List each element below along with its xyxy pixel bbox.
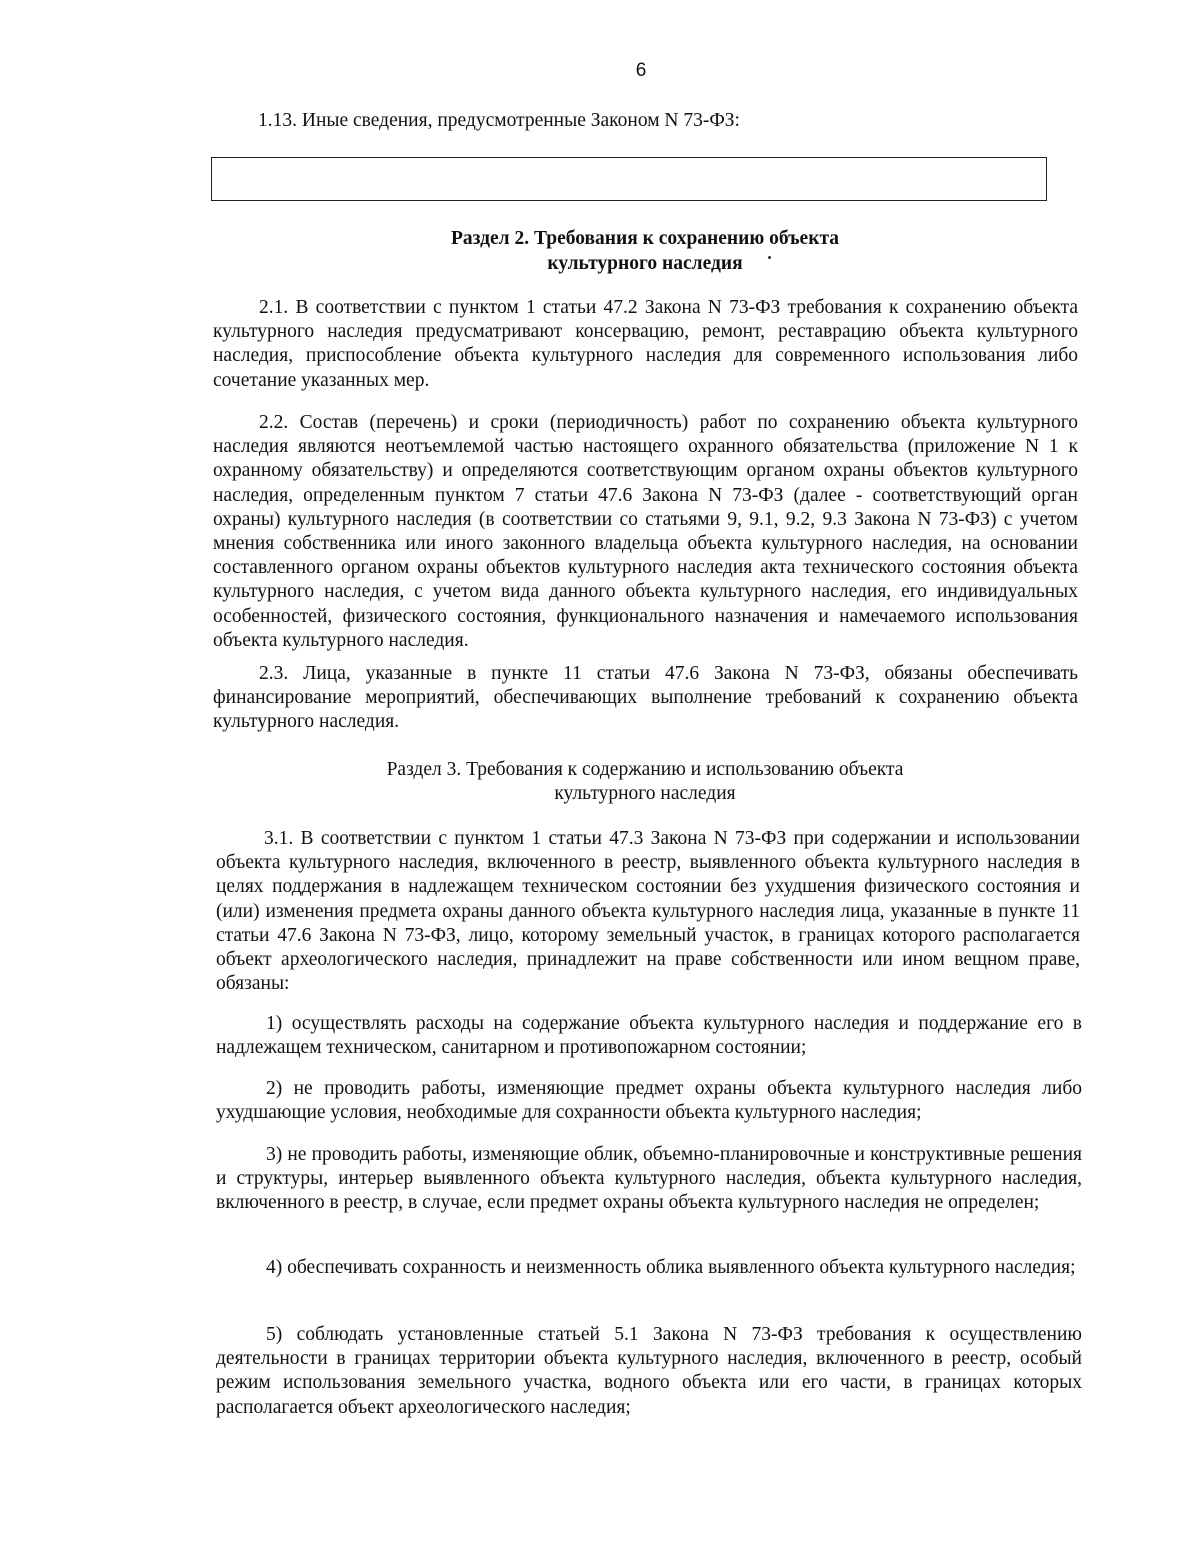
section-3-heading-line1: Раздел 3. Требования к содержанию и использованию объекта	[386, 759, 904, 780]
list-item-4: 4) обеспечивать сохранность и неизменность облика выявленного объекта культурного наследия;	[266, 1257, 1076, 1278]
other-info-box	[211, 157, 1047, 201]
paragraph-2-3: 2.3. Лица, указанные в пункте 11 статьи 47.6 Закона N 73-ФЗ, обязаны обеспечивать финансирование мероприятий, обеспечивающих выполнение требований к сохранению объекта культурного наследия.	[213, 663, 1078, 733]
page-number: 6	[635, 60, 647, 81]
paragraph-3-1: 3.1. В соответствии с пунктом 1 статьи 47.3 Закона N 73-ФЗ при содержании и использовании объекта культурного наследия, включенного в реестр, выявленного объекта культурного наследия в целях поддержания в надлежащем техническом состоянии без ухудшения физического состояния и (или) изменения предмета охраны данного объекта культурного наследия лица, указанные в пункте 11 статьи 47.6 Закона N 73-ФЗ, лицо, которому земельный участок, в границах которого располагается объект археологического наследия, принадлежит на праве собственности или ином вещном праве, обязаны:	[216, 828, 1080, 995]
list-item-5: 5) соблюдать установленные статьей 5.1 Закона N 73-ФЗ требования к осуществлению деятельности в границах территории объекта культурного наследия, включенного в реестр, особый режим использования земельного участка, водного объекта или его части, в границах которых располагается объект археологического наследия;	[216, 1324, 1082, 1418]
paragraph-2-1: 2.1. В соответствии с пунктом 1 статьи 47.2 Закона N 73-ФЗ требования к сохранению объекта культурного наследия предусматривают консервацию, ремонт, реставрацию объекта культурного наследия, приспособление объекта культурного наследия для современного использования либо сочетание указанных мер.	[213, 297, 1078, 391]
list-item-1: 1) осуществлять расходы на содержание объекта культурного наследия и поддержание его в надлежащем техническом, санитарном и противопожарном состоянии;	[216, 1013, 1082, 1059]
section-3-heading-line2: культурного наследия	[554, 783, 736, 804]
section-2-heading-line2: культурного наследия	[547, 253, 743, 274]
section-2-heading-line1: Раздел 2. Требования к сохранению объекта	[450, 228, 840, 249]
list-item-2: 2) не проводить работы, изменяющие предмет охраны объекта культурного наследия либо ухудшающие условия, необходимые для сохранности объекта культурного наследия;	[216, 1078, 1082, 1124]
scan-speck	[768, 256, 771, 259]
list-item-3: 3) не проводить работы, изменяющие облик, объемно-планировочные и конструктивные решения и структуры, интерьер выявленного объекта культурного наследия, объекта культурного наследия, включенного в реестр, в случае, если предмет охраны объекта культурного наследия не определен;	[216, 1144, 1082, 1214]
paragraph-2-2: 2.2. Состав (перечень) и сроки (периодичность) работ по сохранению объекта культурного наследия являются неотъемлемой частью настоящего охранного обязательства (приложение N 1 к охранному обязательству) и определяются соответствующим органом охраны объектов культурного наследия, определенным пунктом 7 статьи 47.6 Закона N 73-ФЗ (далее - соответствующий орган охраны) культурного наследия (в соответствии со статьями 9, 9.1, 9.2, 9.3 Закона N 73-ФЗ) с учетом мнения собственника или иного законного владельца объекта культурного наследия, на основании составленного органом охраны объектов культурного наследия акта технического состояния объекта культурного наследия, с учетом вида данного объекта культурного наследия, его индивидуальных особенностей, физического состояния, функционального назначения и намечаемого использования объекта культурного наследия.	[213, 412, 1078, 651]
other-info-line: 1.13. Иные сведения, предусмотренные Законом N 73-ФЗ:	[258, 110, 740, 131]
